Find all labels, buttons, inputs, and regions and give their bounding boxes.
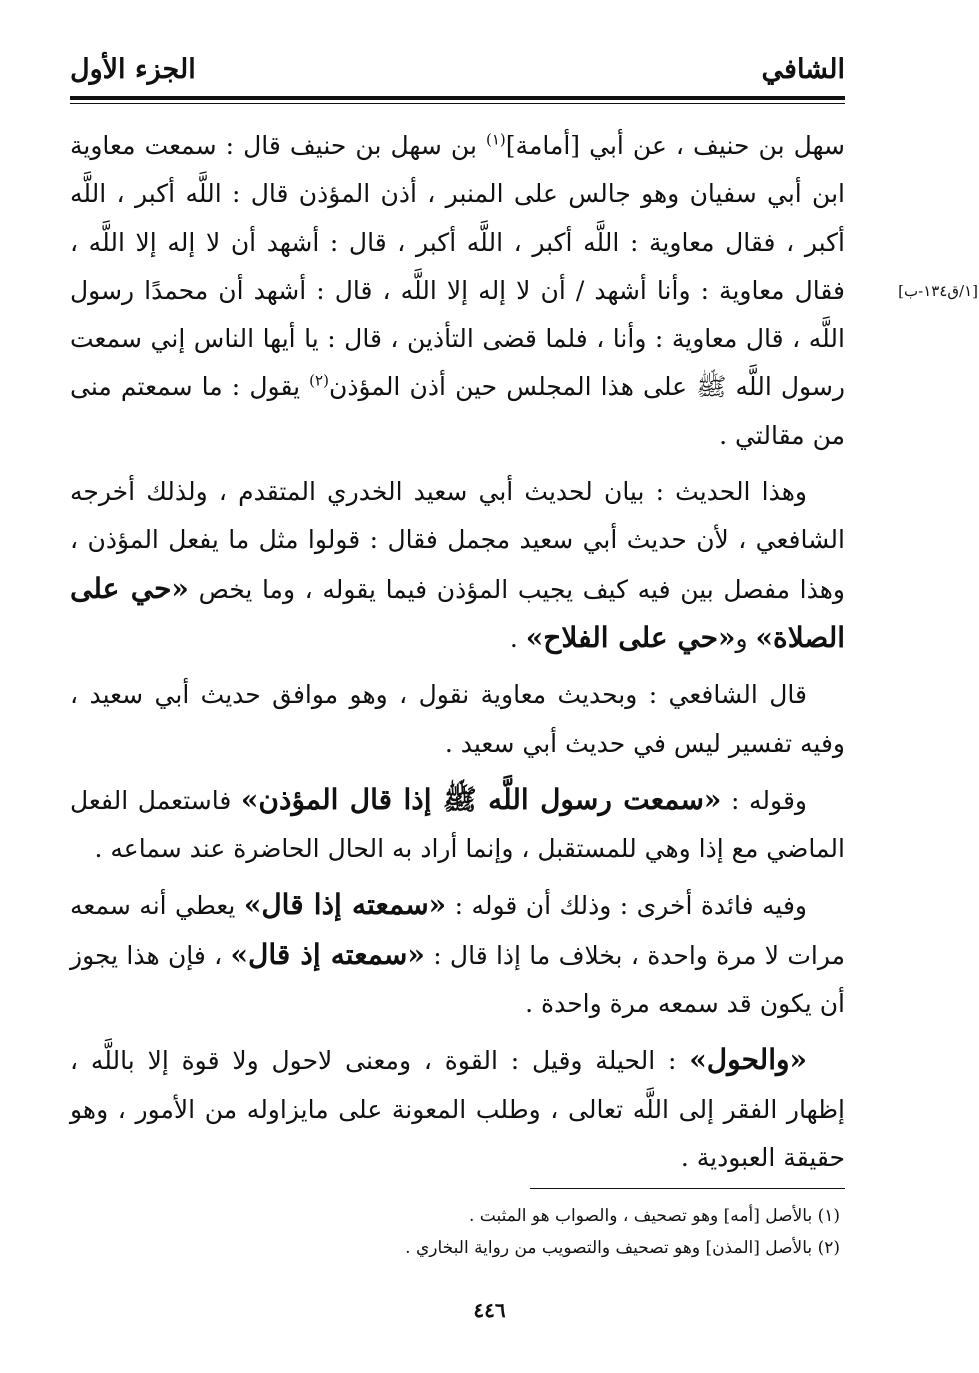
paragraph-1 (70, 122, 845, 460)
paragraph-4-text-b: فاستعمل الفعل الماضي مع إذا وهي للمستقبل ، وإنما أراد به الحال الحاضرة عند سماعه . (70, 785, 845, 864)
main-text (70, 122, 845, 1190)
manuscript-folio-note: [١/ق١٣٤-ب] (898, 282, 978, 300)
paragraph-5 (70, 881, 845, 1028)
footnote-ref-1: (١) (486, 130, 506, 149)
paragraph-4 (70, 776, 845, 874)
paragraph-2-text-c: . (509, 623, 526, 653)
header-rule-thick (70, 96, 845, 100)
footnote-separator (530, 1188, 845, 1189)
quote-samituhu-idh: «سمعته إذ قال» (230, 937, 425, 971)
paragraph-2 (70, 468, 845, 663)
paragraph-1-text-a: سهل بن حنيف ، عن أبي [أمامة] (505, 131, 845, 160)
quote-samituhu-idha: «سمعته إذا قال» (243, 888, 447, 922)
paragraph-2-text-b: و (735, 623, 756, 653)
footnote-1: (١) بالأصل [أمه] وهو تصحيف ، والصواب هو المثبت . (469, 1206, 840, 1226)
quote-hayya-falah: «حي على الفلاح» (525, 620, 736, 654)
paragraph-4-text-a: وقوله : (721, 785, 807, 815)
paragraph-1-text-b: بن سهل بن حنيف قال : سمعت معاوية ابن أبي سفيان وهو جالس على المنبر ، أذن المؤذن قال : اللَّه أكبر ، اللَّه أكبر ، فقال معاوية : اللَّه أكبر ، اللَّه أكبر ، قال : أشهد أن لا إله إلا اللَّه ، فقال معاوية : وأنا أشهد / أن لا إله إلا اللَّه ، قال : أشهد أن محمدًا رسول اللَّه ، قال معاوية : وأنا ، فلما قضى التأذين ، قال : يا أيها الناس إني سمعت رسول اللَّه ﷺ على هذا المجلس حين أذن المؤذن (70, 131, 845, 402)
quote-samitu-rasul: «سمعت رسول اللَّه ﷺ إذا قال المؤذن» (240, 782, 722, 816)
paragraph-6 (70, 1036, 845, 1182)
footnote-ref-2: (٢) (309, 372, 329, 391)
volume-title: الجزء الأول (70, 54, 196, 85)
footnotes (70, 1200, 840, 1264)
paragraph-1-text-c: يقول : ما سمعتم منى من مقالتي . (70, 372, 845, 450)
paragraph-5-text-b: يعطي أنه سمعه مرات لا مرة واحدة ، بخلاف ما إذا قال : (70, 891, 845, 970)
header-rule-thin (70, 103, 845, 104)
paragraph-5-text-a: وفيه فائدة أخرى : وذلك أن قوله : (446, 891, 807, 921)
quote-hayya-salah: «حي على الصلاة» (70, 571, 845, 654)
book-title: الشافي (761, 54, 845, 85)
term-al-hawl: «والحول» (689, 1043, 807, 1077)
paragraph-2-text-a: وهذا الحديث : بيان لحديث أبي سعيد الخدري المتقدم ، ولذلك أخرجه الشافعي ، لأن حديث أبي سعيد مجمل فقال : قولوا مثل ما يفعل المؤذن ، وهذا مفصل بين فيه كيف يجيب المؤذن فيما يقوله ، وما يخص (70, 477, 845, 604)
running-header (70, 50, 845, 94)
paragraph-6-text-a: : الحيلة وقيل : القوة ، ومعنى لاحول ولا قوة إلا باللَّه ، إظهار الفقر إلى اللَّه تعالى ، وطلب المعونة على مايزاوله من الأمور ، وهو حقيقة العبودية . (70, 1046, 845, 1172)
footnote-2: (٢) بالأصل [المذن] وهو تصحيف والتصويب من رواية البخاري . (405, 1238, 840, 1258)
paragraph-3: قال الشافعي : وبحديث معاوية نقول ، وهو موافق حديث أبي سعيد ، وفيه تفسير ليس في حديث أبي سعيد . (70, 680, 845, 758)
page-number: ٤٤٦ (473, 1298, 506, 1322)
paragraph-5-text-c: ، فإن هذا يجوز أن يكون قد سمعه مرة واحدة . (70, 940, 845, 1019)
